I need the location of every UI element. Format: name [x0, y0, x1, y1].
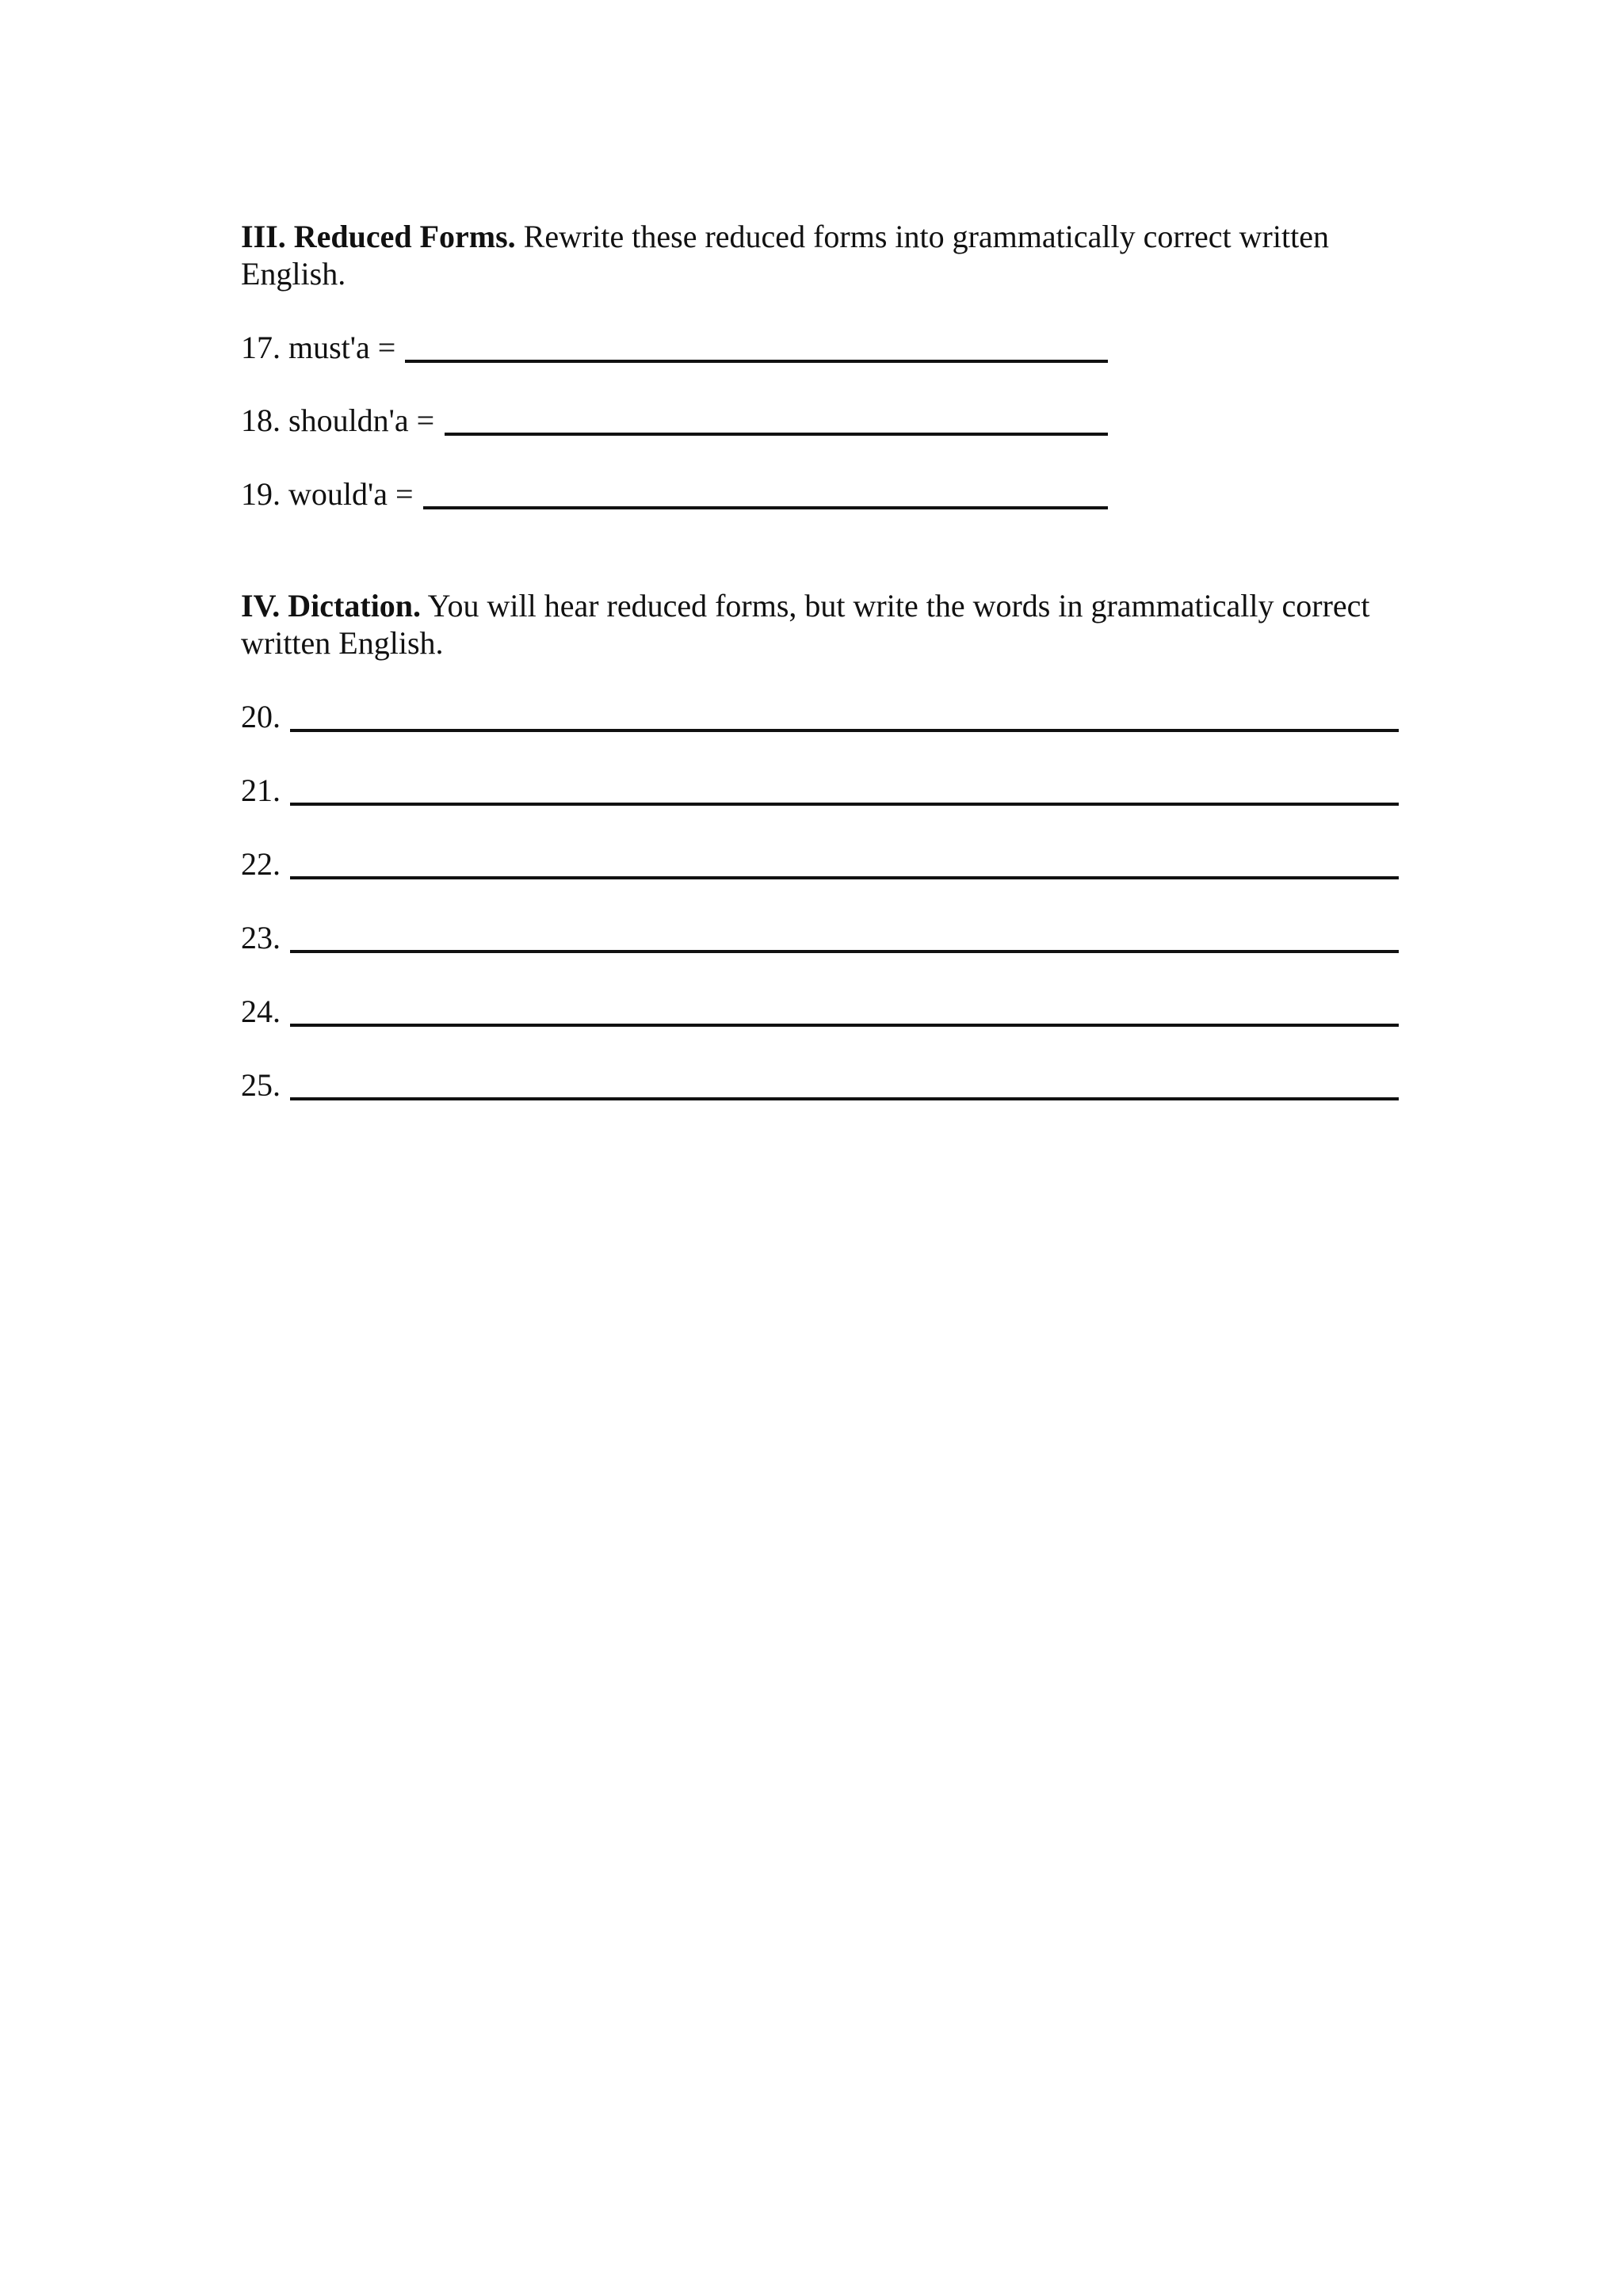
section-instruction-dictation: You will hear reduced forms, but write the words in grammatically correct written English. [241, 588, 1370, 661]
question-19-label: 19. would'a = [241, 476, 414, 512]
section-heading-dictation: IV. Dictation. [241, 588, 422, 624]
question-21-label: 21. [241, 772, 281, 808]
section-instruction-reduced-forms: Rewrite these reduced forms into grammatically correct written English. [241, 219, 1329, 292]
answer-line-25[interactable] [290, 1097, 1399, 1100]
answer-line-18[interactable] [445, 433, 1108, 436]
answer-line-21[interactable] [290, 803, 1399, 806]
section-reduced-forms-instructions [241, 218, 1398, 292]
section-heading-reduced-forms: III. Reduced Forms. [241, 219, 516, 254]
section-dictation-instructions [241, 587, 1406, 662]
answer-line-19[interactable] [423, 506, 1108, 509]
answer-line-23[interactable] [290, 950, 1399, 953]
answer-line-22[interactable] [290, 876, 1399, 879]
question-22-label: 22. [241, 846, 281, 882]
question-25-label: 25. [241, 1067, 281, 1103]
question-23-label: 23. [241, 920, 281, 955]
answer-line-20[interactable] [290, 729, 1399, 732]
question-24-label: 24. [241, 994, 281, 1029]
question-18-label: 18. shouldn'a = [241, 402, 435, 438]
answer-line-17[interactable] [405, 360, 1108, 363]
question-20-label: 20. [241, 699, 281, 734]
question-17-label: 17. must'a = [241, 330, 396, 365]
answer-line-24[interactable] [290, 1024, 1399, 1027]
